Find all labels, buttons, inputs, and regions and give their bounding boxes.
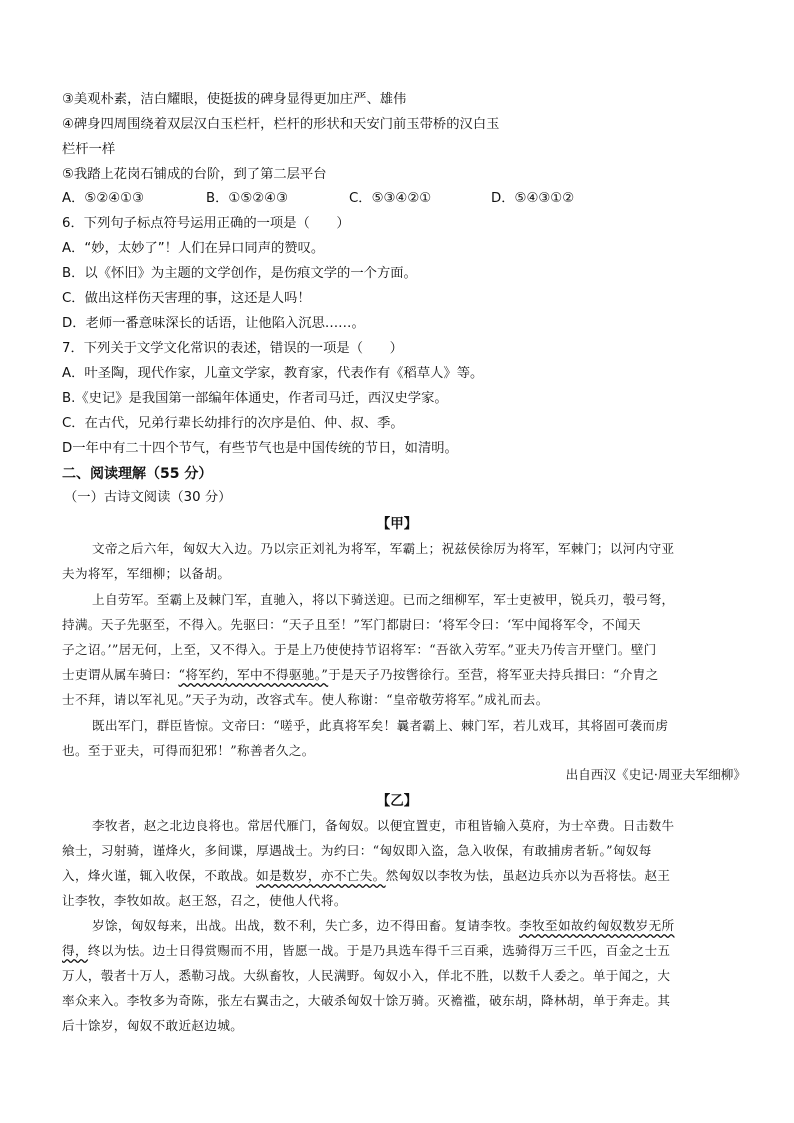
q7-option-d: D一年中有二十四个节气，有些节气也是中国传统的节日，如清明。 xyxy=(62,441,458,456)
yi-underlined-sentence-2-end: 得， xyxy=(62,943,88,958)
yi-line-3-part-1: 入，烽火谨，辄入收保，不敢战。 xyxy=(62,868,257,883)
jia-line-3: 上自劳军。至霸上及棘门军，直驰入，将以下骑送迎。已而之细柳军，军士吏被甲，锐兵刃，彀弓弩， xyxy=(92,592,675,607)
jia-line-6-part-1: 士吏谓从属车骑曰： xyxy=(62,667,179,682)
yi-underlined-sentence-1: 如是数岁，亦不亡失。 xyxy=(256,868,386,883)
jia-line-8: 既出军门，群臣皆惊。文帝曰：“嗟乎，此真将军矣！曩者霸上、棘门军，若儿戏耳，其将固可袭而虏 xyxy=(92,718,669,733)
jia-line-1: 文帝之后六年，匈奴大入边。乃以宗正刘礼为将军，军霸上；祝兹侯徐厉为将军，军棘门；以河内守亚 xyxy=(92,541,675,556)
jia-line-7: 士不拜，请以军礼见。”天子为动，改容式车。使人称谢：“皇帝敬劳将军。”成礼而去。 xyxy=(62,692,549,707)
jia-line-4: 持满。天子先驱至，不得入。先驱曰：“天子且至！”军门都尉曰：‘将军令曰：‘军中闻将军令，不闻天 xyxy=(62,617,641,632)
section-2-title: 二、阅读理解（55 分） xyxy=(62,466,213,482)
q5-choice-a: A．⑤②④①③ xyxy=(62,191,144,206)
yi-line-3 xyxy=(62,866,670,886)
q6-stem: 6．下列句子标点符号运用正确的一项是（ ） xyxy=(62,216,350,231)
q5-choice-c: C．⑤③④②① xyxy=(349,191,432,206)
yi-line-9: 后十馀岁，匈奴不敢近赵边城。 xyxy=(62,1018,244,1033)
yi-line-2: 飨士，习射骑，谨烽火，多间谍，厚遇战士。为约曰：“匈奴即入盗，急入收保，有敢捕虏者斩。”匈奴每 xyxy=(62,843,652,858)
jia-line-9: 也。至于亚夫，可得而犯邪！”称善者久之。 xyxy=(62,743,315,758)
passage-yi-heading: 【乙】 xyxy=(376,793,418,809)
q5-choice-d: D．⑤④③①② xyxy=(491,191,575,206)
yi-line-4: 让李牧，李牧如故。赵王怒，召之，使他人代将。 xyxy=(62,893,347,908)
q5-choice-b: B．①⑤②④③ xyxy=(206,191,289,206)
option-5-text: ⑤我踏上花岗石铺成的台阶，到了第二层平台 xyxy=(62,167,327,182)
q7-option-a: A．叶圣陶，现代作家，儿童文学家，教育家，代表作有《稻草人》等。 xyxy=(62,366,484,381)
q6-option-c: C．做出这样伤天害理的事，这还是人吗！ xyxy=(62,291,311,306)
yi-line-7: 万人，彀者十万人，悉勒习战。大纵畜牧，人民满野。匈奴小入，佯北不胜，以数千人委之。单于闻之，大 xyxy=(62,968,671,983)
jia-source: 出自西汉《史记·周亚夫军细柳》 xyxy=(565,767,746,782)
q6-option-b: B．以《怀旧》为主题的文学创作，是伤痕文学的一个方面。 xyxy=(62,266,417,281)
jia-line-2: 夫为将军，军细柳；以备胡。 xyxy=(62,566,231,581)
yi-line-1: 李牧者，赵之北边良将也。常居代雁门，备匈奴。以便宜置吏，市租皆输入莫府，为士卒费。日击数牛 xyxy=(92,818,675,833)
jia-line-5: 子之诏。’”居无何，上至，又不得入。于是上乃使使持节诏将军：“吾欲入劳军。”亚夫乃传言开壁门。壁门 xyxy=(62,642,657,657)
option-4-text: ④碑身四周围绕着双层汉白玉栏杆，栏杆的形状和天安门前玉带桥的汉白玉 xyxy=(62,117,500,132)
option-4-text-cont: 栏杆一样 xyxy=(62,142,116,157)
passage-jia-heading: 【甲】 xyxy=(376,516,418,532)
yi-line-8: 率众来入。李牧多为奇陈，张左右翼击之，大破杀匈奴十馀万骑。灭襜褴，破东胡，降林胡，单于奔走。其 xyxy=(62,993,671,1008)
section-2-subtitle: （一）古诗文阅读（30 分） xyxy=(64,490,232,505)
q6-option-a: A．“妙，太妙了”！人们在异口同声的赞叹。 xyxy=(62,241,325,256)
q6-option-d: D．老师一番意味深长的话语，让他陷入沉思……。 xyxy=(62,316,365,331)
jia-line-6 xyxy=(62,665,659,685)
yi-line-5-part-1: 岁馀，匈奴每来，出战。出战，数不利，失亡多，边不得田畜。复请李牧。 xyxy=(92,918,520,933)
q7-stem: 7．下列关于文学文化常识的表述，错误的一项是（ ） xyxy=(62,341,403,356)
yi-line-6-part-2: 终以为怯。边士日得赏赐而不用，皆愿一战。于是乃具选车得千三百乘，选骑得万三千匹，百金之士五 xyxy=(87,943,671,958)
jia-line-6-part-3: 于是天子乃按辔徐行。至营，将军亚夫持兵揖曰：“介胄之 xyxy=(328,667,659,682)
option-3-text: ③美观朴素，洁白耀眼，使挺拔的碑身显得更加庄严、雄伟 xyxy=(62,92,407,107)
yi-line-6 xyxy=(62,941,670,961)
yi-underlined-sentence-2: 李牧至如故约匈奴数岁无所 xyxy=(519,918,675,933)
yi-line-3-part-3: 然匈奴以李牧为怯，虽赵边兵亦以为吾将怯。赵王 xyxy=(385,868,671,883)
yi-line-5 xyxy=(92,916,674,936)
jia-underlined-sentence: “将军约，军中不得驱驰。” xyxy=(178,667,329,682)
q7-option-b: B.《史记》是我国第一部编年体通史，作者司马迁，西汉史学家。 xyxy=(62,391,448,406)
q7-option-c: C．在古代，兄弟行辈长幼排行的次序是伯、仲、叔、季。 xyxy=(62,416,404,431)
